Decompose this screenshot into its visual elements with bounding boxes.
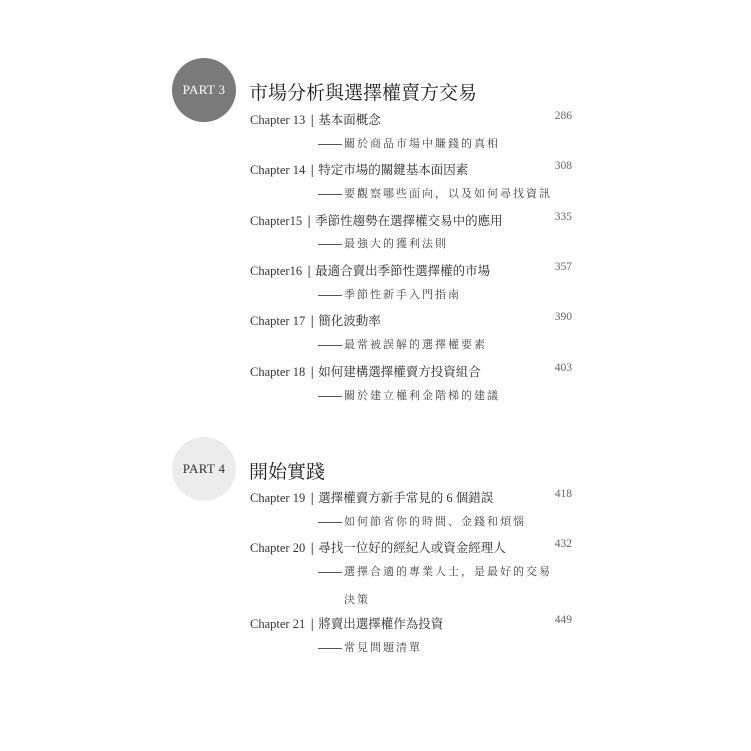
part-3-badge: PART 3 — [172, 58, 236, 122]
dash-line — [318, 345, 342, 346]
separator: | — [310, 365, 315, 379]
part-4-title: 開始實踐 — [249, 461, 326, 483]
dash-line — [318, 194, 342, 195]
page-number: 308 — [554, 160, 572, 172]
chapter-label: Chapter 13 — [250, 113, 306, 127]
chapter-subtitle: 關於建立權利金階梯的建議 — [318, 383, 578, 409]
toc-entry-chapter-18[interactable] — [250, 362, 572, 380]
toc-entry-chapter-13[interactable] — [250, 110, 572, 128]
dash-line — [318, 144, 342, 145]
dash-line — [318, 295, 342, 296]
chapter-label: Chapter 18 — [250, 365, 306, 379]
part-3-title: 市場分析與選擇權賣方交易 — [249, 82, 478, 104]
toc-entry-chapter-19[interactable] — [250, 488, 572, 506]
chapter-title: 特定市場的關鍵基本面因素 — [318, 163, 469, 177]
chapter-title: 將賣出選擇權作為投資 — [318, 617, 444, 631]
separator: | — [310, 617, 315, 631]
chapter-subtitle: 季節性新手入門指南 — [318, 282, 578, 308]
chapter-subtitle: 最強大的獲利法則 — [318, 231, 578, 257]
toc-entry-chapter-16[interactable] — [250, 261, 572, 279]
chapter-subtitle-continuation: 決策 — [344, 593, 370, 606]
chapter-label: Chapter15 — [250, 214, 303, 228]
chapter-label: Chapter 20 — [250, 541, 306, 555]
page-number: 432 — [554, 538, 572, 550]
chapter-title: 季節性趨勢在選擇權交易中的應用 — [315, 214, 503, 228]
toc-entry-chapter-21[interactable] — [250, 614, 572, 632]
page-number: 418 — [554, 488, 572, 500]
separator: | — [310, 113, 315, 127]
toc-entry-chapter-14[interactable] — [250, 160, 572, 178]
separator: | — [307, 214, 312, 228]
separator: | — [307, 264, 312, 278]
chapter-label: Chapter16 — [250, 264, 303, 278]
chapter-subtitle: 關於商品市場中賺錢的真相 — [318, 131, 578, 157]
chapter-title: 選擇權賣方新手常見的 6 個錯誤 — [318, 491, 494, 505]
dash-line — [318, 522, 342, 523]
chapter-subtitle: 選擇合適的專業人士，是最好的交易 — [318, 559, 578, 585]
chapter-title: 尋找一位好的經紀人或資金經理人 — [318, 541, 506, 555]
chapter-title: 基本面概念 — [318, 113, 381, 127]
chapter-subtitle: 最常被誤解的選擇權要素 — [318, 332, 578, 358]
toc-entry-chapter-15[interactable] — [250, 211, 572, 229]
chapter-title: 簡化波動率 — [318, 314, 381, 328]
part-4-badge: PART 4 — [172, 437, 236, 501]
separator: | — [310, 163, 315, 177]
toc-entry-chapter-20[interactable] — [250, 538, 572, 556]
page-number: 403 — [554, 362, 572, 374]
page-number: 286 — [554, 110, 572, 122]
chapter-label: Chapter 17 — [250, 314, 306, 328]
page-number: 335 — [554, 211, 572, 223]
dash-line — [318, 396, 342, 397]
chapter-title: 如何建構選擇權賣方投資組合 — [318, 365, 481, 379]
chapter-title: 最適合賣出季節性選擇權的市場 — [315, 264, 491, 278]
chapter-subtitle: 常見問題清單 — [318, 635, 578, 661]
chapter-label: Chapter 19 — [250, 491, 306, 505]
chapter-label: Chapter 21 — [250, 617, 306, 631]
toc-entry-chapter-17[interactable] — [250, 311, 572, 329]
separator: | — [310, 314, 315, 328]
page-number: 449 — [554, 614, 572, 626]
separator: | — [310, 491, 315, 505]
page-number: 390 — [554, 311, 572, 323]
dash-line — [318, 244, 342, 245]
dash-line — [318, 572, 342, 573]
dash-line — [318, 648, 342, 649]
chapter-subtitle: 要觀察哪些面向，以及如何尋找資訊 — [318, 181, 578, 207]
chapter-label: Chapter 14 — [250, 163, 306, 177]
page-number: 357 — [554, 261, 572, 273]
chapter-subtitle: 如何節省你的時間、金錢和煩惱 — [318, 509, 578, 535]
separator: | — [310, 541, 315, 555]
